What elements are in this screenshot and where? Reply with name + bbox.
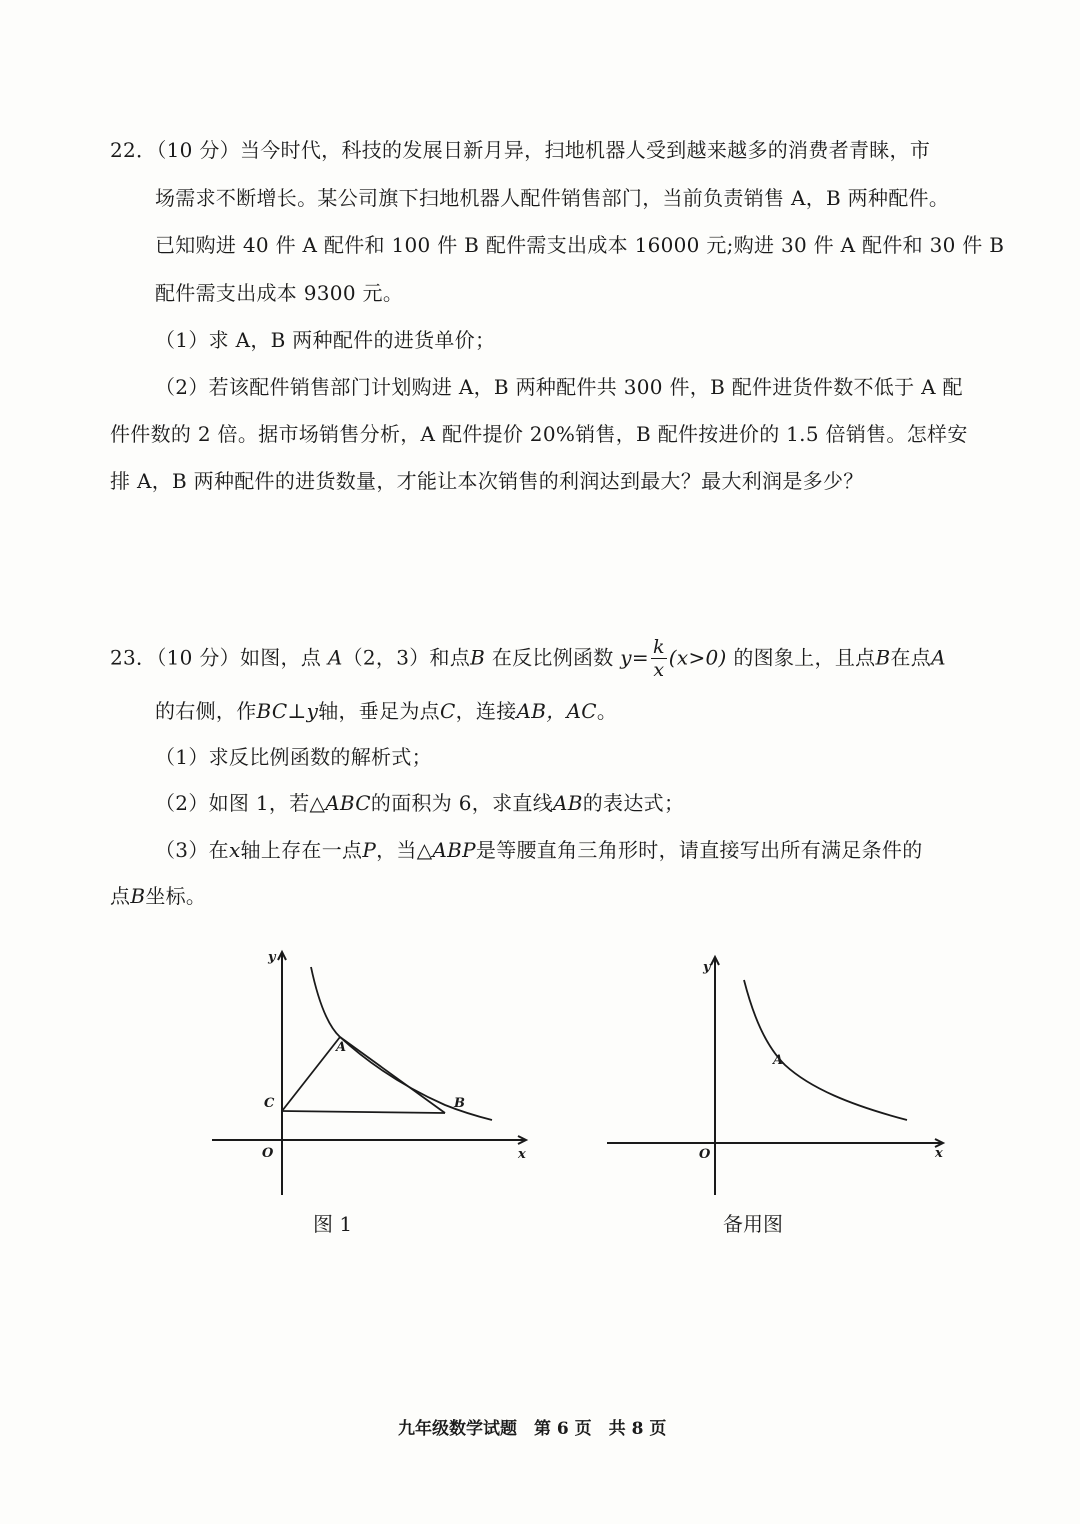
fig1-label-c: C [264,1096,275,1111]
fig2-label-a: A [773,1053,784,1068]
q22-line-1: 22．（10 分）当今时代，科技的发展日新月异，扫地机器人受到越来越多的消费者青睐，市 [110,138,931,162]
q22-line-3: 已知购进 40 件 A 配件和 100 件 B 配件需支出成本 16000 元;购进 30 件 A 配件和 30 件 B [155,233,1005,257]
fig1-segment-ca [282,1037,340,1111]
fig2-hyperbola [744,980,907,1120]
fraction-k-over-x: $\frac{k}{x}$ [652,636,665,681]
figure-2-spare [595,945,955,1205]
fig1-caption: 图 1 [313,1212,353,1236]
fig1-segment-cb [282,1111,445,1113]
fig1-label-x: x [518,1147,526,1162]
q23-subquestion-2: （2）如图 1，若△ABC的面积为 6，求直线AB的表达式； [155,791,685,815]
q23-line-1: 23．（10 分）如图，点 A（2，3）和点B 在反比例函数 y= $\frac{k}{x}$ (x>0) 的图象上，且点B在点A [110,636,946,681]
q22-subquestion-1: （1）求 A，B 两种配件的进货单价； [155,328,496,352]
q22-subquestion-2-line-3: 排 A，B 两种配件的进货数量，才能让本次销售的利润达到最大？最大利润是多少？ [110,469,864,493]
page-footer: 九年级数学试题 第 6 页 共 8 页 [398,1419,667,1439]
q23-subquestion-3-line-2: 点B坐标。 [110,884,207,908]
q23-subquestion-3-line-1: （3）在x轴上存在一点P，当△ABP是等腰直角三角形时，请直接写出所有满足条件的 [155,838,923,862]
q22-line-4: 配件需支出成本 9300 元。 [155,281,404,305]
q23-subquestion-1: （1）求反比例函数的解析式； [155,745,432,769]
fig2-label-y: y [703,960,711,975]
fig1-label-y: y [268,950,276,965]
fig2-caption: 备用图 [723,1212,783,1236]
q22-subquestion-2-line-1: （2）若该配件销售部门计划购进 A，B 两种配件共 300 件，B 配件进货件数不低于 A 配 [155,375,963,399]
fig1-label-o: O [262,1146,274,1161]
fig1-label-b: B [454,1096,465,1111]
q22-line-2: 场需求不断增长。某公司旗下扫地机器人配件销售部门，当前负责销售 A，B 两种配件。 [155,186,950,210]
fig1-label-a: A [336,1040,347,1055]
fig2-label-o: O [699,1147,711,1162]
q22-subquestion-2-line-2: 件件数的 2 倍。据市场销售分析，A 配件提价 20%销售，B 配件按进价的 1.5 倍销售。怎样安 [110,422,968,446]
figure-1 [200,945,540,1205]
fig1-segment-ab [340,1037,445,1113]
fig2-label-x: x [935,1146,943,1161]
q23-line-2: 的右侧，作BC⊥y轴，垂足为点C，连接AB，AC。 [155,699,618,723]
